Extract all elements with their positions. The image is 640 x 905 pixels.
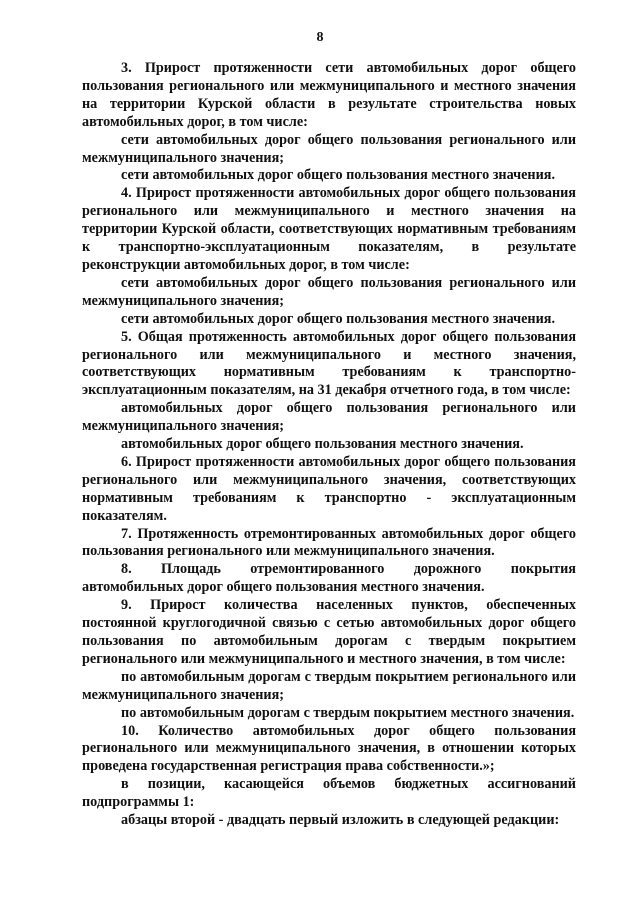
paragraph-item-9: 9. Прирост количества населенных пунктов, обеспеченных постоянной круглогодичной связью с сетью автомобильных дорог общего пользования по автомобильным дорогам с твердым покрытием регионального или межмуниципального и местного значения, в том числе:	[82, 597, 576, 667]
paragraph-budget-position: в позиции, касающейся объемов бюджетных ассигнований подпрограммы 1:	[82, 776, 576, 811]
paragraph-item-6: 6. Прирост протяженности автомобильных дорог общего пользования регионального или межмуниципального значения, соответствующих нормативным требованиям к транспортно - эксплуатационным показателям.	[82, 453, 576, 524]
paragraph-item-3-regional: сети автомобильных дорог общего пользования регионального или межмуниципального значения;	[82, 131, 576, 166]
paragraph-item-3: 3. Прирост протяженности сети автомобильных дорог общего пользования регионального или межмуниципального и местного значения на территории Курской области в результате строительства новых автомобильных дорог, в том числе:	[82, 60, 576, 130]
paragraph-item-5: 5. Общая протяженность автомобильных дорог общего пользования регионального или межмуниципального и местного значения, соответствующих нормативным требованиям к транспортно-эксплуатационным показателям, на 31 декабря отчетного года, в том числе:	[82, 328, 576, 399]
page-number: 8	[316, 30, 324, 45]
paragraph-item-5-local: автомобильных дорог общего пользования местного значения.	[121, 436, 524, 453]
paragraph-amendment: абзацы второй - двадцать первый изложить в следующей редакции:	[121, 812, 560, 829]
paragraph-item-8: 8. Площадь отремонтированного дорожного покрытия автомобильных дорог общего пользования местного значения.	[82, 561, 576, 596]
paragraph-item-9-regional: по автомобильным дорогам с твердым покрытием регионального или межмуниципального значения;	[82, 668, 576, 703]
paragraph-item-3-local: сети автомобильных дорог общего пользования местного значения.	[121, 167, 555, 184]
paragraph-item-9-local: по автомобильным дорогам с твердым покрытием местного значения.	[121, 704, 575, 721]
paragraph-item-4-local: сети автомобильных дорог общего пользования местного значения.	[121, 310, 555, 327]
paragraph-item-10: 10. Количество автомобильных дорог общего пользования регионального или межмуниципального значения, в отношении которых проведена государственная регистрация права собственности.»;	[82, 722, 576, 775]
paragraph-item-7: 7. Протяженность отремонтированных автомобильных дорог общего пользования регионального или межмуниципального значения.	[82, 525, 576, 560]
paragraph-item-4-regional: сети автомобильных дорог общего пользования регионального или межмуниципального значения;	[82, 274, 576, 309]
document-body	[82, 60, 576, 830]
paragraph-item-4: 4. Прирост протяженности автомобильных дорог общего пользования регионального или межмуниципального и местного значения на территории Курской области, соответствующих нормативным требованиям к транспортно-эксплуатационным показателям, в результате реконструкции автомобильных дорог, в том числе:	[82, 185, 576, 273]
paragraph-item-5-regional: автомобильных дорог общего пользования регионального или межмуниципального значения;	[82, 400, 576, 435]
